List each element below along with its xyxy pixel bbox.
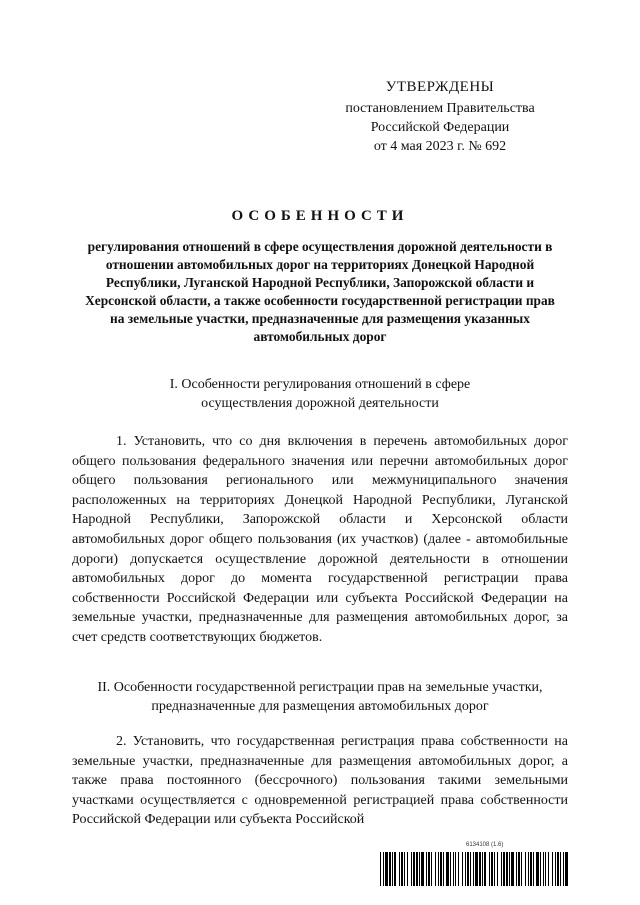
barcode-image <box>380 852 570 886</box>
section-1-heading-line-1: I. Особенности регулирования отношений в сфере <box>169 377 471 392</box>
paragraph-2-text: 2. Установить, что государственная регистрация права собственности на земельные участки, предназначенные для размещения автомобильных дорог, а также права постоянного (бессрочного) пользования такими земельными участками осуществляется с одновременной регистрацией права собственности Российской Федерации или субъекта Российской <box>72 734 568 828</box>
approval-heading: УТВЕРЖДЕНЫ <box>385 79 495 95</box>
section-1-heading <box>70 375 570 413</box>
paragraph-2 <box>72 732 568 830</box>
approval-block <box>340 78 540 156</box>
section-2-heading-line-2: предназначенные для размещения автомобильных дорог <box>151 699 489 714</box>
paragraph-1-text: 1. Установить, что со дня включения в перечень автомобильных дорог общего пользования федерального значения или перечни автомобильных дорог общего пользования регионального или межмуниципального значения расположенных на территориях Донецкой Народной Республики, Луганской Народной Республики, Запорожской области и Херсонской области автомобильных дорог общего пользования (их участков) (далее - автомобильные дороги) допускается осуществление дорожной деятельности в отношении автомобильных дорог до момента государственной регистрации права собственности Российской Федерации или субъекта Российской Федерации на земельные участки, предназначенные для размещения автомобильных дорог, за счет средств соответствующих бюджетов. <box>72 434 568 645</box>
approval-line-2: Российской Федерации <box>370 120 510 135</box>
barcode-block <box>380 842 570 887</box>
approval-date-number: от 4 мая 2023 г. № 692 <box>373 139 507 154</box>
document-subtitle: регулирования отношений в сфере осуществления дорожной деятельности в отношении автомобильных дорог на территориях Донецкой Народной Республики, Луганской Народной Республики, Запорожской области и Херсонской области, а также особенности государственной регистрации прав на земельные участки, предназначенные для размещения указанных автомобильных дорог <box>85 239 555 344</box>
section-1-heading-line-2: осуществления дорожной деятельности <box>201 396 439 411</box>
paragraph-1 <box>72 432 568 648</box>
barcode-label: 6134108 (1.6) <box>466 842 504 848</box>
approval-line-1: постановлением Правительства <box>345 101 535 116</box>
document-title: ОСОБЕННОСТИ <box>231 208 409 224</box>
section-2-heading-line-1: II. Особенности государственной регистрации прав на земельные участки, <box>97 680 543 695</box>
section-2-heading <box>70 678 570 716</box>
